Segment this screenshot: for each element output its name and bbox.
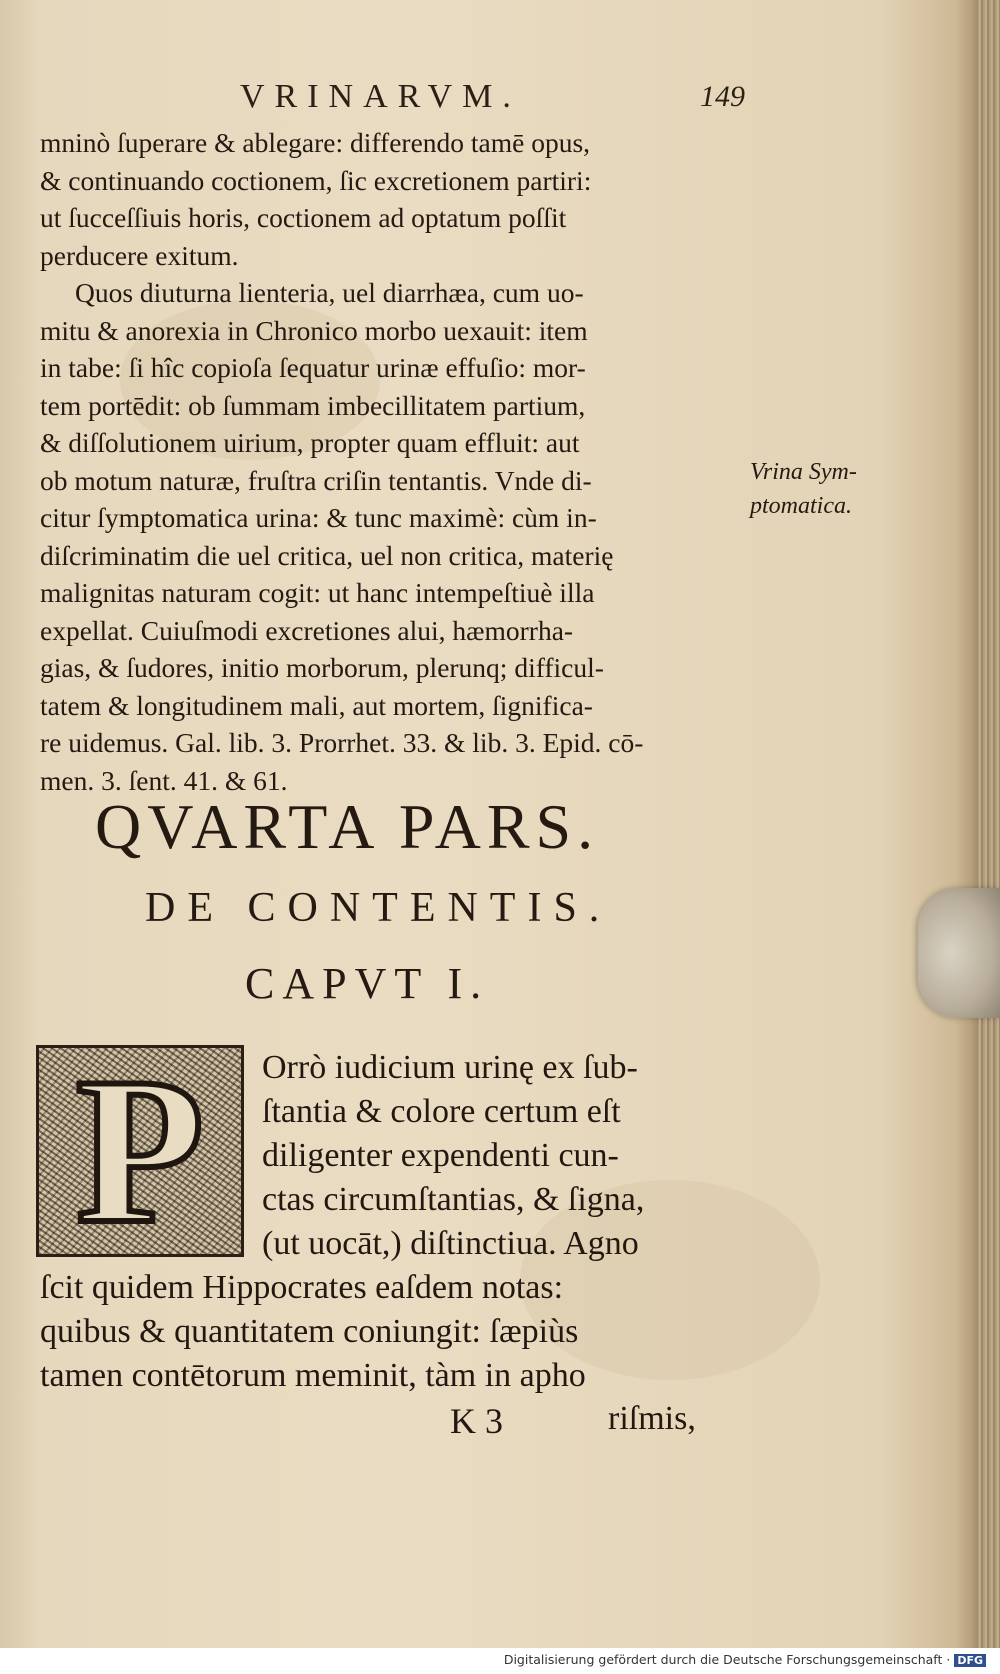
book-page-edges	[978, 0, 1000, 1648]
text-line: perducere exitum.	[40, 239, 239, 271]
text-line: (ut uocāt,) diſtinctiua. Agno	[262, 1225, 639, 1262]
text-line: Orrò iudicium urinę ex ſub-	[262, 1049, 638, 1086]
page-number: 149	[700, 80, 745, 113]
footer-credit-text: Digitalisierung gefördert durch die Deutsche Forschungsgemeinschaft ·	[503, 1652, 951, 1667]
text-line: diſcriminatim die uel critica, uel non critica, materię	[40, 539, 614, 571]
running-head: VRINARVM.	[240, 78, 521, 115]
text-line: citur ſymptomatica urina: & tunc maximè: cùm in-	[40, 502, 597, 533]
marginal-note-line: Vrina Sym-	[750, 459, 857, 485]
text-line: Quos diuturna lienteria, uel diarrhæa, cum uo-	[75, 277, 584, 308]
body-text	[40, 124, 740, 799]
footer-credit	[504, 1652, 986, 1667]
text-line: mitu & anorexia in Chronico morbo uexauit: item	[40, 314, 588, 346]
chapter-title: CAPVT I.	[245, 959, 490, 1008]
initial-letter: P	[75, 1035, 205, 1267]
text-line: ſcit quidem Hippocrates eaſdem notas:	[40, 1269, 564, 1306]
text-line: ob motum naturæ, fruſtra criſin tentantis. Vnde di-	[40, 464, 592, 496]
text-line: tamen contētorum meminit, tàm in apho	[40, 1357, 586, 1394]
text-line: ut ſucceſſiuis horis, coctionem ad optatum poſſit	[40, 202, 567, 233]
text-line: expellat. Cuiuſmodi excretiones alui, hæmorrha-	[40, 614, 574, 646]
text-line: tatem & longitudinem mali, aut mortem, ſignifica-	[40, 689, 593, 721]
chapter-text	[40, 1035, 760, 1398]
marginal-note-line: ptomatica.	[750, 493, 852, 519]
dfg-logo: DFG	[954, 1654, 986, 1667]
text-line: & continuando coctionem, ſic excretionem partiri:	[40, 164, 592, 196]
page-clip	[918, 888, 1000, 1018]
text-line: quibus & quantitatem coniungit: ſæpiùs	[40, 1313, 579, 1350]
text-line: ſtantia & colore certum eſt	[262, 1093, 621, 1130]
part-title: QVARTA PARS.	[95, 791, 600, 862]
page-header	[240, 78, 745, 118]
text-line: malignitas naturam cogit: ut hanc intempeſtiuè illa	[40, 577, 595, 608]
catchword: riſmis,	[608, 1400, 696, 1437]
text-line: & diſſolutionem uirium, propter quam effluit: aut	[40, 427, 580, 458]
signature-mark: K 3	[450, 1401, 503, 1441]
text-line: diligenter expendenti cun-	[262, 1137, 619, 1174]
section-title: DE CONTENTIS.	[145, 885, 612, 931]
text-line: mninò ſuperare & ablegare: differendo tamē opus,	[40, 127, 591, 158]
text-line: men. 3. ſent. 41. & 61.	[40, 764, 288, 796]
marginal-note	[750, 455, 910, 523]
text-line: re uidemus. Gal. lib. 3. Prorrhet. 33. & lib. 3. Epid. cō-	[40, 727, 644, 758]
text-line: gias, & ſudores, initio morborum, plerunq; difficul-	[40, 652, 604, 683]
text-line: ctas circumſtantias, & ſigna,	[262, 1181, 645, 1218]
footer-bar	[0, 1648, 1000, 1674]
text-line: in tabe: ſi hîc copioſa ſequatur urinæ effuſio: mor-	[40, 352, 586, 383]
text-line: tem portēdit: ob ſummam imbecillitatem partium,	[40, 389, 586, 421]
